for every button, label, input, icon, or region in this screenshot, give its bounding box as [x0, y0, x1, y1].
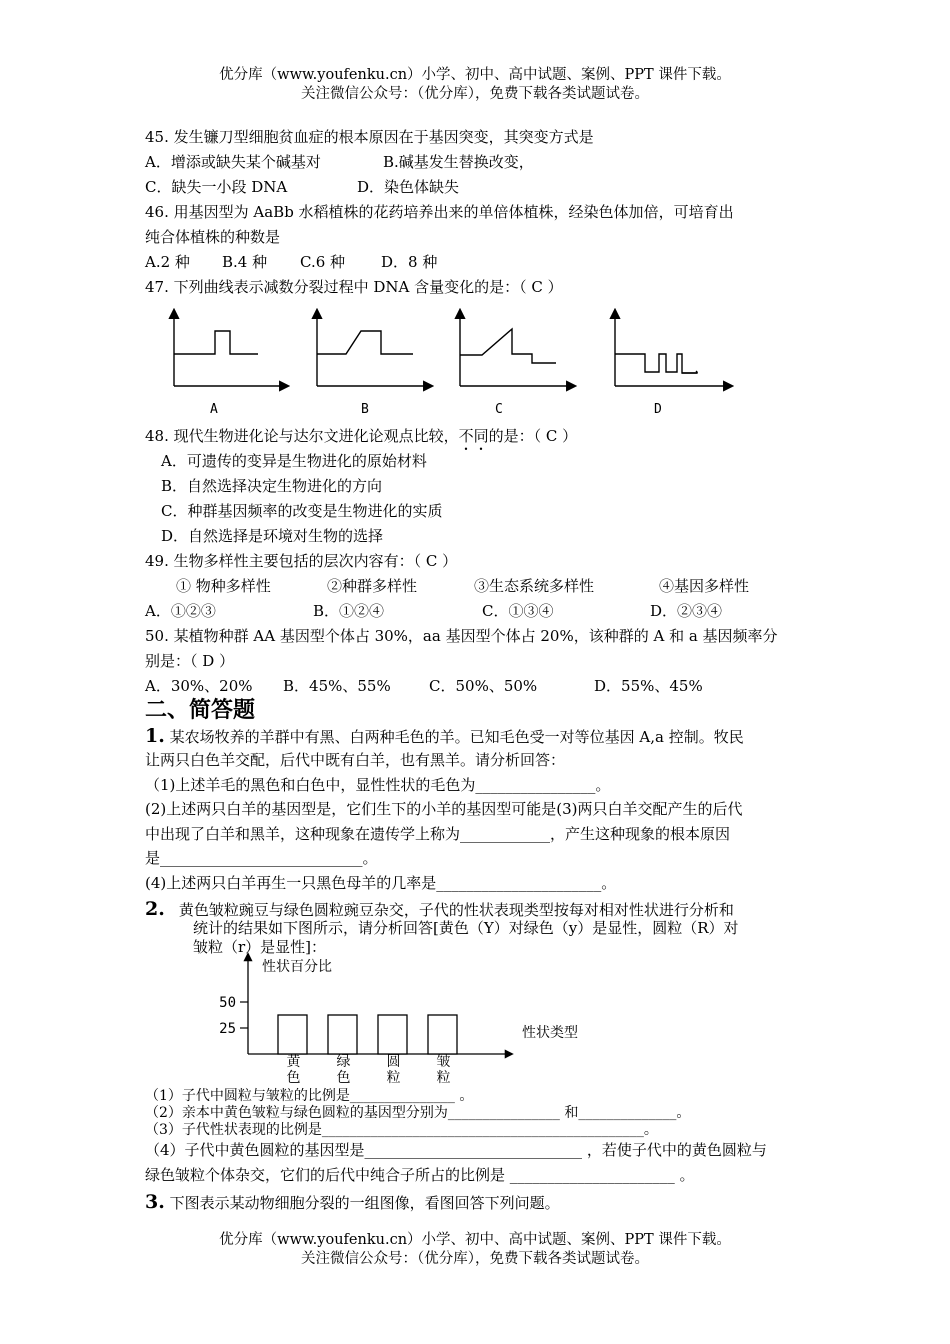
q49-item-3: ③生态系统多样性 — [474, 577, 595, 595]
q48-option-a: A．可遗传的变异是生物进化的原始材料 — [161, 452, 427, 470]
p2-q3: （3）子代性状表现的比例是______________________________________________。 — [145, 1122, 658, 1138]
q48-stem — [145, 426, 577, 454]
q46-stem-2: 纯合体植株的种数是 — [145, 228, 281, 246]
q49-option-c: C．①③④ — [482, 602, 554, 620]
p1-line-7: (4)上述两只白羊再生一只黑色母羊的几率是______________________。 — [145, 874, 617, 892]
p3-number: 3. — [145, 1191, 165, 1213]
p1-line-3: （1)上述羊毛的黑色和白色中，显性性状的毛色为________________。 — [145, 776, 611, 794]
p2-q2: （2）亲本中黄色皱粒与绿色圆粒的基因型分别为________________ 和______________。 — [145, 1105, 691, 1121]
q48-stem-emphasis: 不同 — [458, 427, 489, 445]
p1-line-4: (2)上述两只白羊的基因型是，它们生下的小羊的基因型可能是(3)两只白羊交配产生的后代 — [145, 800, 743, 818]
trait-bar-chart — [200, 948, 620, 1093]
q47-label-c: C — [495, 402, 503, 417]
p2-text-1: 黄色皱粒豌豆与绿色圆粒豌豆杂交，子代的性状表现类型按每对相对性状进行分析和 — [178, 901, 734, 919]
p2-line-2: 统计的结果如下图所示，请分析回答[黄色（Y）对绿色（y）是显性，圆粒（R）对 — [193, 919, 739, 937]
bar-皱粒 — [428, 1015, 457, 1054]
q46-option-b: B.4 种 — [222, 253, 268, 271]
header-line-1: 优分库（www.youfenku.cn）小学、初中、高中试题、案例、PPT 课件下载。 — [219, 67, 731, 83]
q47-label-a: A — [210, 402, 218, 417]
q50-stem-1: 50. 某植物种群 AA 基因型个体占 30%，aa 基因型个体占 20%，该种群的 A 和 a 基因频率分 — [145, 627, 778, 645]
q48-stem-post: 的是：（ C ） — [488, 427, 578, 445]
q47-curves-figure — [150, 305, 750, 400]
p1-line-1 — [145, 726, 744, 747]
p1-text-1: 某农场牧养的羊群中有黑、白两种毛色的羊。已知毛色受一对等位基因 A,a 控制。牧民 — [164, 728, 744, 746]
q47-label-b: B — [361, 402, 369, 417]
curve-d — [615, 310, 732, 386]
q49-option-d: D．②③④ — [650, 602, 723, 620]
q46-option-c: C.6 种 — [300, 253, 346, 271]
q49-option-b: B．①②④ — [313, 602, 385, 620]
y-tick-label-25: 25 — [219, 1021, 236, 1037]
q45-option-b: B.碱基发生替换改变， — [383, 153, 534, 171]
q46-stem-1: 46. 用基因型为 AaBb 水稻植株的花药培养出来的单倍体植株，经染色体加倍，可培育出 — [145, 203, 734, 221]
y-tick-label-50: 50 — [219, 995, 236, 1011]
q50-stem-2: 别是：（ D ） — [145, 652, 235, 670]
category-label-圆粒-0: 圆 — [386, 1054, 401, 1070]
q48-option-d: D．自然选择是环境对生物的选择 — [161, 527, 384, 545]
footer-line-2: 关注微信公众号：（优分库），免费下载各类试题试卷。 — [301, 1251, 649, 1267]
x-axis-label: 性状类型 — [522, 1025, 578, 1041]
p2-line-3: 皱粒（r）是显性]： — [193, 938, 327, 956]
q45-option-d: D．染色体缺失 — [357, 178, 460, 196]
q50-option-d: D．55%、45% — [594, 677, 703, 695]
p2-line-1 — [145, 899, 734, 920]
q45-option-a: A．增添或缺失某个碱基对 — [145, 153, 321, 171]
category-label-黄色-1: 色 — [286, 1070, 301, 1086]
p1-line-6: 是___________________________。 — [145, 849, 378, 867]
p2-number: 2. — [145, 898, 165, 920]
q45-stem: 45. 发生镰刀型细胞贫血症的根本原因在于基因突变，其突变方式是 — [145, 128, 594, 146]
q50-option-c: C．50%、50% — [429, 677, 538, 695]
category-label-绿色-1: 色 — [336, 1070, 351, 1086]
q46-option-d: D．8 种 — [381, 253, 438, 271]
curve-c — [460, 310, 575, 386]
q50-option-b: B．45%、55% — [283, 677, 391, 695]
q49-item-2: ②种群多样性 — [327, 577, 418, 595]
q45-option-c: C．缺失一小段 DNA — [145, 178, 288, 196]
q49-option-a: A．①②③ — [145, 602, 216, 620]
bar-圆粒 — [378, 1015, 407, 1054]
q49-item-4: ④基因多样性 — [659, 577, 750, 595]
category-label-黄色-0: 黄 — [286, 1054, 301, 1070]
curve-a — [174, 310, 288, 386]
q48-option-b: B．自然选择决定生物进化的方向 — [161, 477, 383, 495]
q46-option-a: A.2 种 — [145, 253, 190, 271]
curve-b — [317, 310, 432, 386]
p2-q1: （1）子代中圆粒与皱粒的比例是_______________ 。 — [145, 1088, 474, 1104]
q49-item-1: ① 物种多样性 — [176, 577, 271, 595]
category-label-皱粒-0: 皱 — [436, 1054, 451, 1070]
q47-label-d: D — [654, 402, 662, 417]
bar-绿色 — [328, 1015, 357, 1054]
q47-stem: 47. 下列曲线表示减数分裂过程中 DNA 含量变化的是：（ C ） — [145, 278, 563, 296]
p3-line-1 — [145, 1192, 560, 1213]
y-axis-label: 性状百分比 — [262, 959, 332, 975]
category-label-绿色-0: 绿 — [336, 1054, 351, 1070]
q50-option-a: A．30%、20% — [145, 677, 253, 695]
p2-q4: （4）子代中黄色圆粒的基因型是_____________________________ ，若使子代中的黄色圆粒与 — [145, 1141, 767, 1159]
p1-line-5: 中出现了白羊和黑羊，这种现象在遗传学上称为____________，产生这种现象的根本原因 — [145, 825, 731, 843]
p2-q5: 绿色皱粒个体杂交，它们的后代中纯合子所占的比例是 ______________________ 。 — [145, 1166, 695, 1184]
p1-number: 1. — [145, 725, 165, 747]
q48-stem-pre: 48. 现代生物进化论与达尔文进化论观点比较， — [145, 427, 459, 445]
category-label-圆粒-1: 粒 — [386, 1070, 401, 1086]
p3-text-1: 下图表示某动物细胞分裂的一组图像，看图回答下列问题。 — [164, 1194, 560, 1212]
category-label-皱粒-1: 粒 — [436, 1070, 451, 1086]
header-line-2: 关注微信公众号：（优分库），免费下载各类试题试卷。 — [301, 86, 649, 102]
footer-line-1: 优分库（www.youfenku.cn）小学、初中、高中试题、案例、PPT 课件下载。 — [219, 1232, 731, 1248]
p1-line-2: 让两只白色羊交配，后代中既有白羊，也有黑羊。请分析回答： — [145, 751, 566, 769]
q49-stem: 49. 生物多样性主要包括的层次内容有：（ C ） — [145, 552, 458, 570]
bar-黄色 — [278, 1015, 307, 1054]
q48-option-c: C．种群基因频率的改变是生物进化的实质 — [161, 502, 443, 520]
section-title: 二、简答题 — [145, 697, 256, 723]
